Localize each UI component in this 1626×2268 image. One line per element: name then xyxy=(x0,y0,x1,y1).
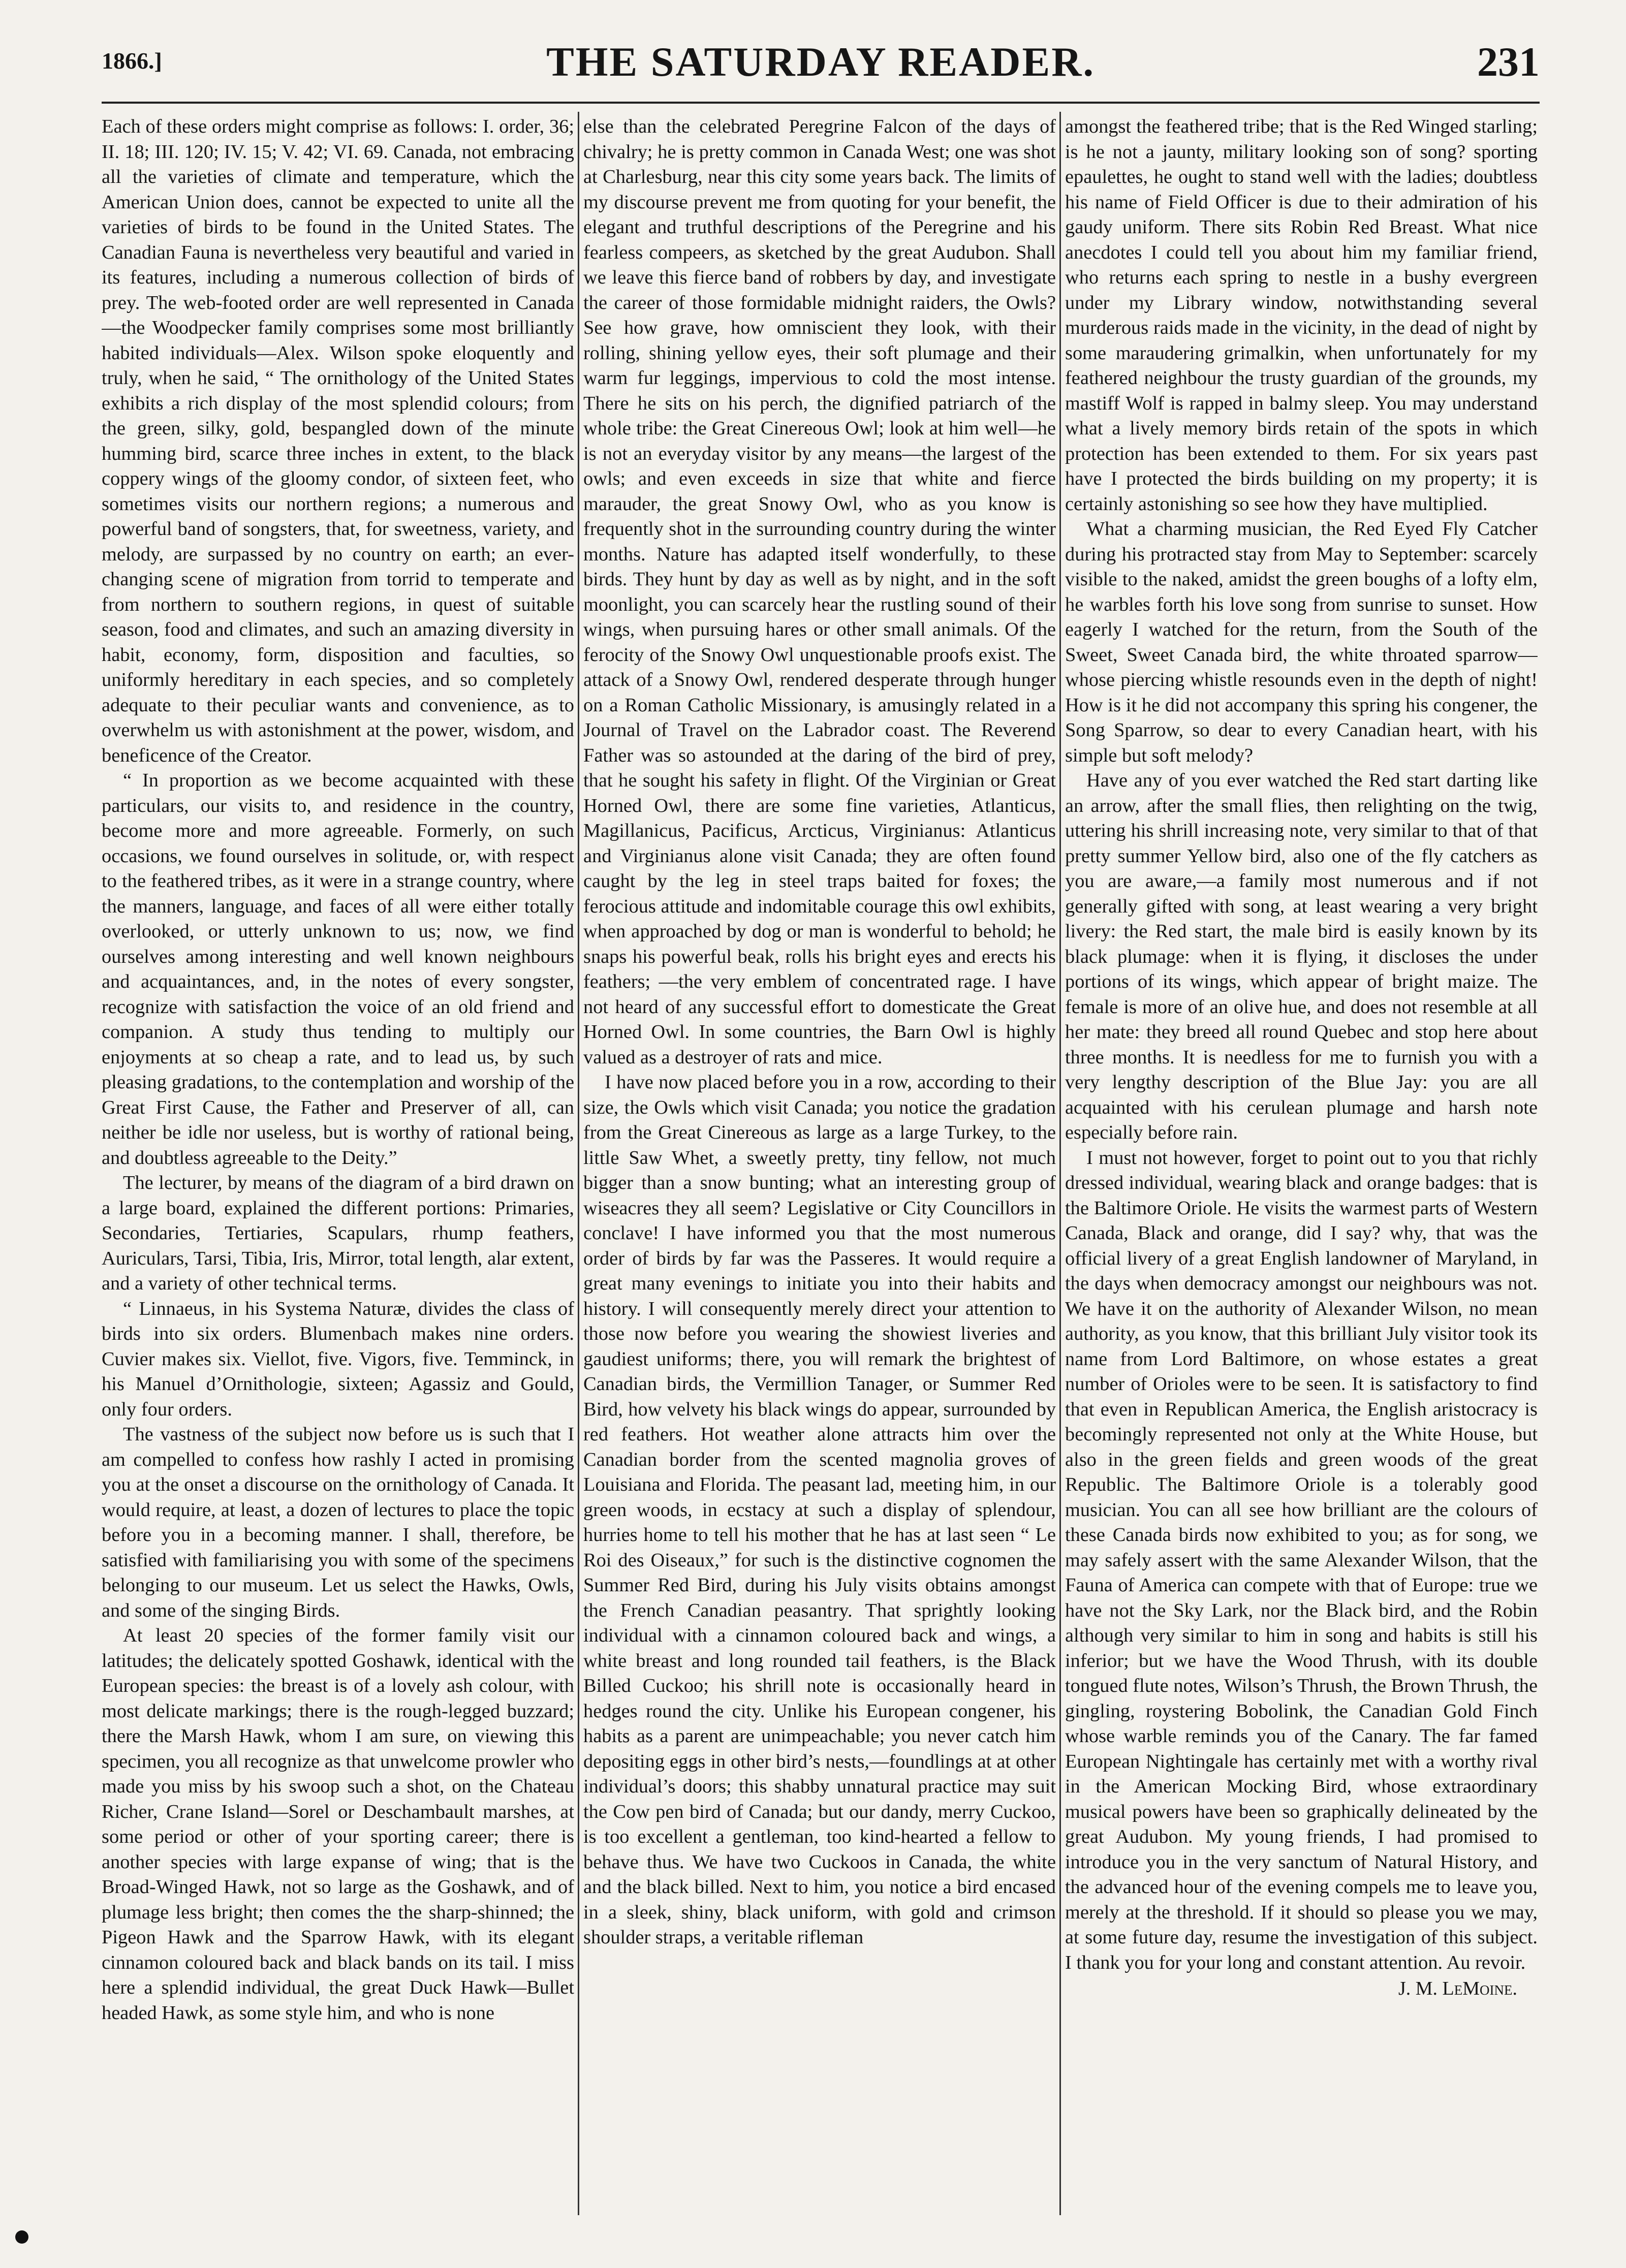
paragraph: “ Linnaeus, in his Systema Naturæ, divides the class of birds into six orders. Blumenbach makes nine orders. Cuvier makes six. Viellot, five. Vigors, five. Temminck, in his Manuel d’Ornithologie, sixteen; Agassiz and Gould, only four orders. xyxy=(102,1298,574,1420)
paragraph: I have now placed before you in a row, according to their size, the Owls which visit Canada; you notice the gradation from the Great Cinereous as large as a large Turkey, to the little Saw Whet, a sweetly pretty, tiny fellow, not much bigger than a snow bunting; what an interesting group of wiseacres they all seem? Legislative or City Councillors in conclave! I have informed you that the most numerous order of birds by far was the Passeres. It would require a great many evenings to initiate you into their habits and history. I will consequently merely direct your attention to those now before you wearing the showiest liveries and gaudiest uniforms; there, you will remark the brightest of Canadian birds, the Vermillion Tanager, or Summer Red Bird, how velvety his black wings do appear, surrounded by red feathers. Hot weather alone attracts him over the Canadian border from the scented magnolia groves of Louisiana and Florida. The peasant lad, meeting him, in our green woods, in ecstacy at such a display of splendour, hurries home to tell his mother that he has at last seen “ Le Roi des Oiseaux,” for such is the distinctive cognomen the Summer Red Bird, during his July visits obtains amongst the French Canadian peasantry. That sprightly looking individual with a cinnamon coloured back and wings, a white breast and long rounded tail feathers, is the Black Billed Cuckoo; his shrill note is occasionally heard in hedges round the city. Unlike his European congener, his habits as a parent are unimpeachable; you never catch him depositing eggs in other bird’s nests,—foundlings at at other individual’s doors; this shabby unnatural practice may suit the Cow pen bird of Canada; but our dandy, merry Cuckoo, is too excellent a gentleman, too kind-hearted a fellow to behave thus. We have two Cuckoos in Canada, the white and the black billed. Next to him, you notice a bird encased in a sleek, shiny, black uniform, with gold and crimson shoulder straps, a veritable rifleman xyxy=(583,1072,1056,1948)
column-divider xyxy=(1059,112,1061,2215)
paragraph: amongst the feathered tribe; that is the Red Winged starling; is he not a jaunty, military looking son of song? sporting epaulettes, he ought to stand well with the ladies; doubtless his name of Field Officer is due to their admiration of his gaudy uniform. There sits Robin Red Breast. What nice anecdotes I could tell you about him my familiar friend, who returns each spring to nestle in a bushy evergreen under my Library window, notwithstanding several murderous raids made in the vicinity, in the dead of night by some maraudering grimalkin, when unfortunately for my feathered neighbour the trusty guardian of the grounds, my mastiff Wolf is rapped in balmy sleep. You may understand what a lively memory birds retain of the spots in which protection has been extended to them. For six years past have I protected the birds building on my property; it is certainly astonishing so see how they have multiplied. xyxy=(1065,116,1538,515)
page-header xyxy=(102,38,1540,104)
paragraph: “ In proportion as we become acquainted with these particulars, our visits to, and residence in the country, become more and more agreeable. Formerly, on such occasions, we found ourselves in solitude, or, with respect to the feathered tribes, as it were in a strange country, where the manners, language, and faces of all were either totally overlooked, or utterly unknown to us; now, we find ourselves among interesting and well known neighbours and acquaintances, and, in the notes of every songster, recognize with satisfaction the voice of an old friend and companion. A study thus tending to multiply our enjoyments at so cheap a rate, and to lead us, by such pleasing gradations, to the contemplation and worship of the Great First Cause, the Father and Preserver of all, can neither be idle nor useless, but is worthy of rational being, and doubtless agreeable to the Deity.” xyxy=(102,770,574,1169)
paragraph: The lecturer, by means of the diagram of a bird drawn on a large board, explained the different portions: Primaries, Secondaries, Tertiaries, Scapulars, rhump feathers, Auriculars, Tarsi, Tibia, Iris, Mirror, total length, alar extent, and a variety of other technical terms. xyxy=(102,1172,574,1294)
publication-title: THE SATURDAY READER. xyxy=(546,39,1095,85)
text-column-1 xyxy=(102,114,574,2213)
text-column-2 xyxy=(583,114,1056,2213)
paragraph: Have any of you ever watched the Red start darting like an arrow, after the small flies, then relighting on the twig, uttering his shrill increasing note, very similar to that of that pretty summer Yellow bird, also one of the fly catchers as you are aware,—a family most numerous and if not generally gifted with song, at least wearing a very bright livery: the Red start, the male bird is easily known by its black plumage: when it is flying, it discloses the under portions of its wings, which appear of bright maize. The female is more of an olive hue, and does not resemble at all her mate: they breed all round Quebec and stop here about three months. It is needless for me to furnish you with a very lengthy description of the Blue Jay: you are all acquainted with his cerulean plumage and harsh note especially before rain. xyxy=(1065,770,1538,1143)
paragraph: The vastness of the subject now before us is such that I am compelled to confess how rashly I acted in promising you at the onset a discourse on the ornithology of Canada. It would require, at least, a dozen of lectures to place the topic before you in a becoming manner. I shall, therefore, be satisfied with familiarising you with some of the specimens belonging to our museum. Let us select the Hawks, Owls, and some of the singing Birds. xyxy=(102,1424,574,1621)
paragraph: else than the celebrated Peregrine Falcon of the days of chivalry; he is pretty common in Canada West; one was shot at Charlesburg, near this city some years back. The limits of my discourse prevent me from quoting for your benefit, the elegant and truthful descriptions of the Peregrine and his fearless compeers, as sketched by the great Audubon. Shall we leave this fierce band of robbers by day, and investigate the career of those formidable midnight raiders, the Owls? See how grave, how omniscient they look, with their rolling, shining yellow eyes, their soft plumage and their warm fur leggings, impervious to cold the most intense. There he sits on his perch, the dignified patriarch of the whole tribe: the Great Cinereous Owl; look at him well—he is not an everyday visitor by any means—the largest of the owls; and even exceeds in size that white and fierce marauder, the great Snowy Owl, who as you know is frequently shot in the surrounding country during the winter months. Nature has adapted itself wonderfully, to these birds. They hunt by day as well as by night, and in the soft moonlight, you can scarcely hear the rustling sound of their wings, when pursuing hares or other small animals. Of the ferocity of the Snowy Owl unquestionable proofs exist. The attack of a Snowy Owl, rendered desperate through hunger on a Roman Catholic Missionary, is amusingly related in a Journal of Travel on the Labrador coast. The Reverend Father was so astounded at the daring of the bird of prey, that he sought his safety in flight. Of the Virginian or Great Horned Owl, there are some fine varieties, Atlanticus, Magillanicus, Pacificus, Arcticus, Virginianus: Atlanticus and Virginianus alone visit Canada; they are often found caught by the leg in steel traps baited for foxes; the ferocious attitude and indomitable courage this owl exhibits, when approached by dog or man is wonderful to behold; he snaps his powerful beak, rolls his bright eyes and erects his feathers; —the very emblem of concentrated rage. I have not heard of any successful effort to domesticate the Great Horned Owl. In some countries, the Barn Owl is highly valued as a destroyer of rats and mice. xyxy=(583,116,1056,1068)
paragraph: At least 20 species of the former family visit our latitudes; the delicately spotted Goshawk, identical with the European species: the breast is of a lovely ash colour, with most delicate markings; there is the rough-legged buzzard; there the Marsh Hawk, whom I am sure, on viewing this specimen, you all recognize as that unwelcome prowler who made you miss by his swoop such a shot, on the Chateau Richer, Crane Island—Sorel or Deschambault marshes, at some period or other of your sporting career; there is another species with large expanse of wing; that is the Broad-Winged Hawk, not so large as the Goshawk, and of plumage less bright; then comes the the sharp-shinned; the Pigeon Hawk and the Sparrow Hawk, with its elegant cinnamon coloured back and black bands on its tail. I miss here a splendid individual, the great Duck Hawk—Bullet headed Hawk, as some style him, and who is none xyxy=(102,1625,574,2024)
paragraph: Each of these orders might comprise as follows: I. order, 36; II. 18; III. 120; IV. 15; V. 42; VI. 69. Canada, not embracing all the varieties of climate and temperature, which the American Union does, cannot be expected to unite all the varieties of birds to be found in the United States. The Canadian Fauna is nevertheless very beautiful and varied in its features, including a numerous collection of birds of prey. The web-footed order are well represented in Canada—the Woodpecker family comprises some most brilliantly habited individuals—Alex. Wilson spoke eloquently and truly, when he said, “ The ornithology of the United States exhibits a rich display of the most splendid colours; from the green, silky, gold, bespangled down of the minute humming bird, scarce three inches in extent, to the black coppery wings of the gloomy condor, of sixteen feet, who sometimes visits our northern regions; a numerous and powerful band of songsters, that, for sweetness, variety, and melody, are surpassed by no country on earth; an ever-changing scene of migration from torrid to temperate and from northern to southern regions, in quest of suitable season, food and climates, and such an amazing diversity in habit, economy, form, disposition and faculties, so uniformly hereditary in each species, and so completely adequate to their peculiar wants and convenience, as to overwhelm us with astonishment at the power, wisdom, and beneficence of the Creator. xyxy=(102,116,574,766)
text-column-3 xyxy=(1065,114,1538,2213)
paragraph: What a charming musician, the Red Eyed Fly Catcher during his protracted stay from May to September: scarcely visible to the naked, amidst the green boughs of a lofty elm, he warbles forth his love song from sunrise to sunset. How eagerly I watched for the return, from the South of the Sweet, Sweet Canada bird, the white throated sparrow—whose piercing whistle resounds even in the depth of night! How is it he did not accompany this spring his congener, the Song Sparrow, so dear to every Canadian heart, with his simple but soft melody? xyxy=(1065,518,1538,766)
author-signature: J. M. LeMoine. xyxy=(1398,1978,1517,1999)
paragraph: I must not however, forget to point out to you that richly dressed individual, wearing black and orange badges: that is the Baltimore Oriole. He visits the warmest parts of Western Canada, Black and orange, did I say? why, that was the official livery of a great English landowner of Maryland, in the days when democracy amongst our neighbours was not. We have it on the authority of Alexander Wilson, no mean authority, as you know, that this brilliant July visitor took its name from Lord Baltimore, on whose estates a great number of Orioles were to be seen. It is satisfactory to find that even in Republican America, the English aristocracy is becomingly represented not only at the White House, but also in the green fields and green woods of the great Republic. The Baltimore Oriole is a tolerably good musician. You can all see how brilliant are the colours of these Canada birds now exhibited to you; as for song, we may safely assert with the same Alexander Wilson, that the Fauna of America can compete with that of Europe: true we have not the Sky Lark, nor the Black bird, and the Robin although very similar to him in song and habits is still his inferior; but we have the Wood Thrush, with its double tongued flute notes, Wilson’s Thrush, the Brown Thrush, the gingling, roystering Bobolink, the Canadian Gold Finch whose warble reminds you of the Canary. The far famed European Nightingale has certainly met with a worthy rival in the American Mocking Bird, whose extraordinary musical powers have been so graphically delineated by the great Audubon. My young friends, I had promised to introduce you in the very sanctum of Natural History, and the advanced hour of the evening compels me to leave you, merely at the threshold. If it should so please you we may, at some future day, resume the investigation of this subject. I thank you for your long and constant attention. Au revoir. xyxy=(1065,1147,1538,1973)
header-rule xyxy=(102,102,1540,104)
page-number: 231 xyxy=(1477,39,1540,85)
scan-mark xyxy=(15,2230,28,2244)
header-year: 1866.] xyxy=(102,48,162,74)
column-divider xyxy=(578,112,579,2215)
